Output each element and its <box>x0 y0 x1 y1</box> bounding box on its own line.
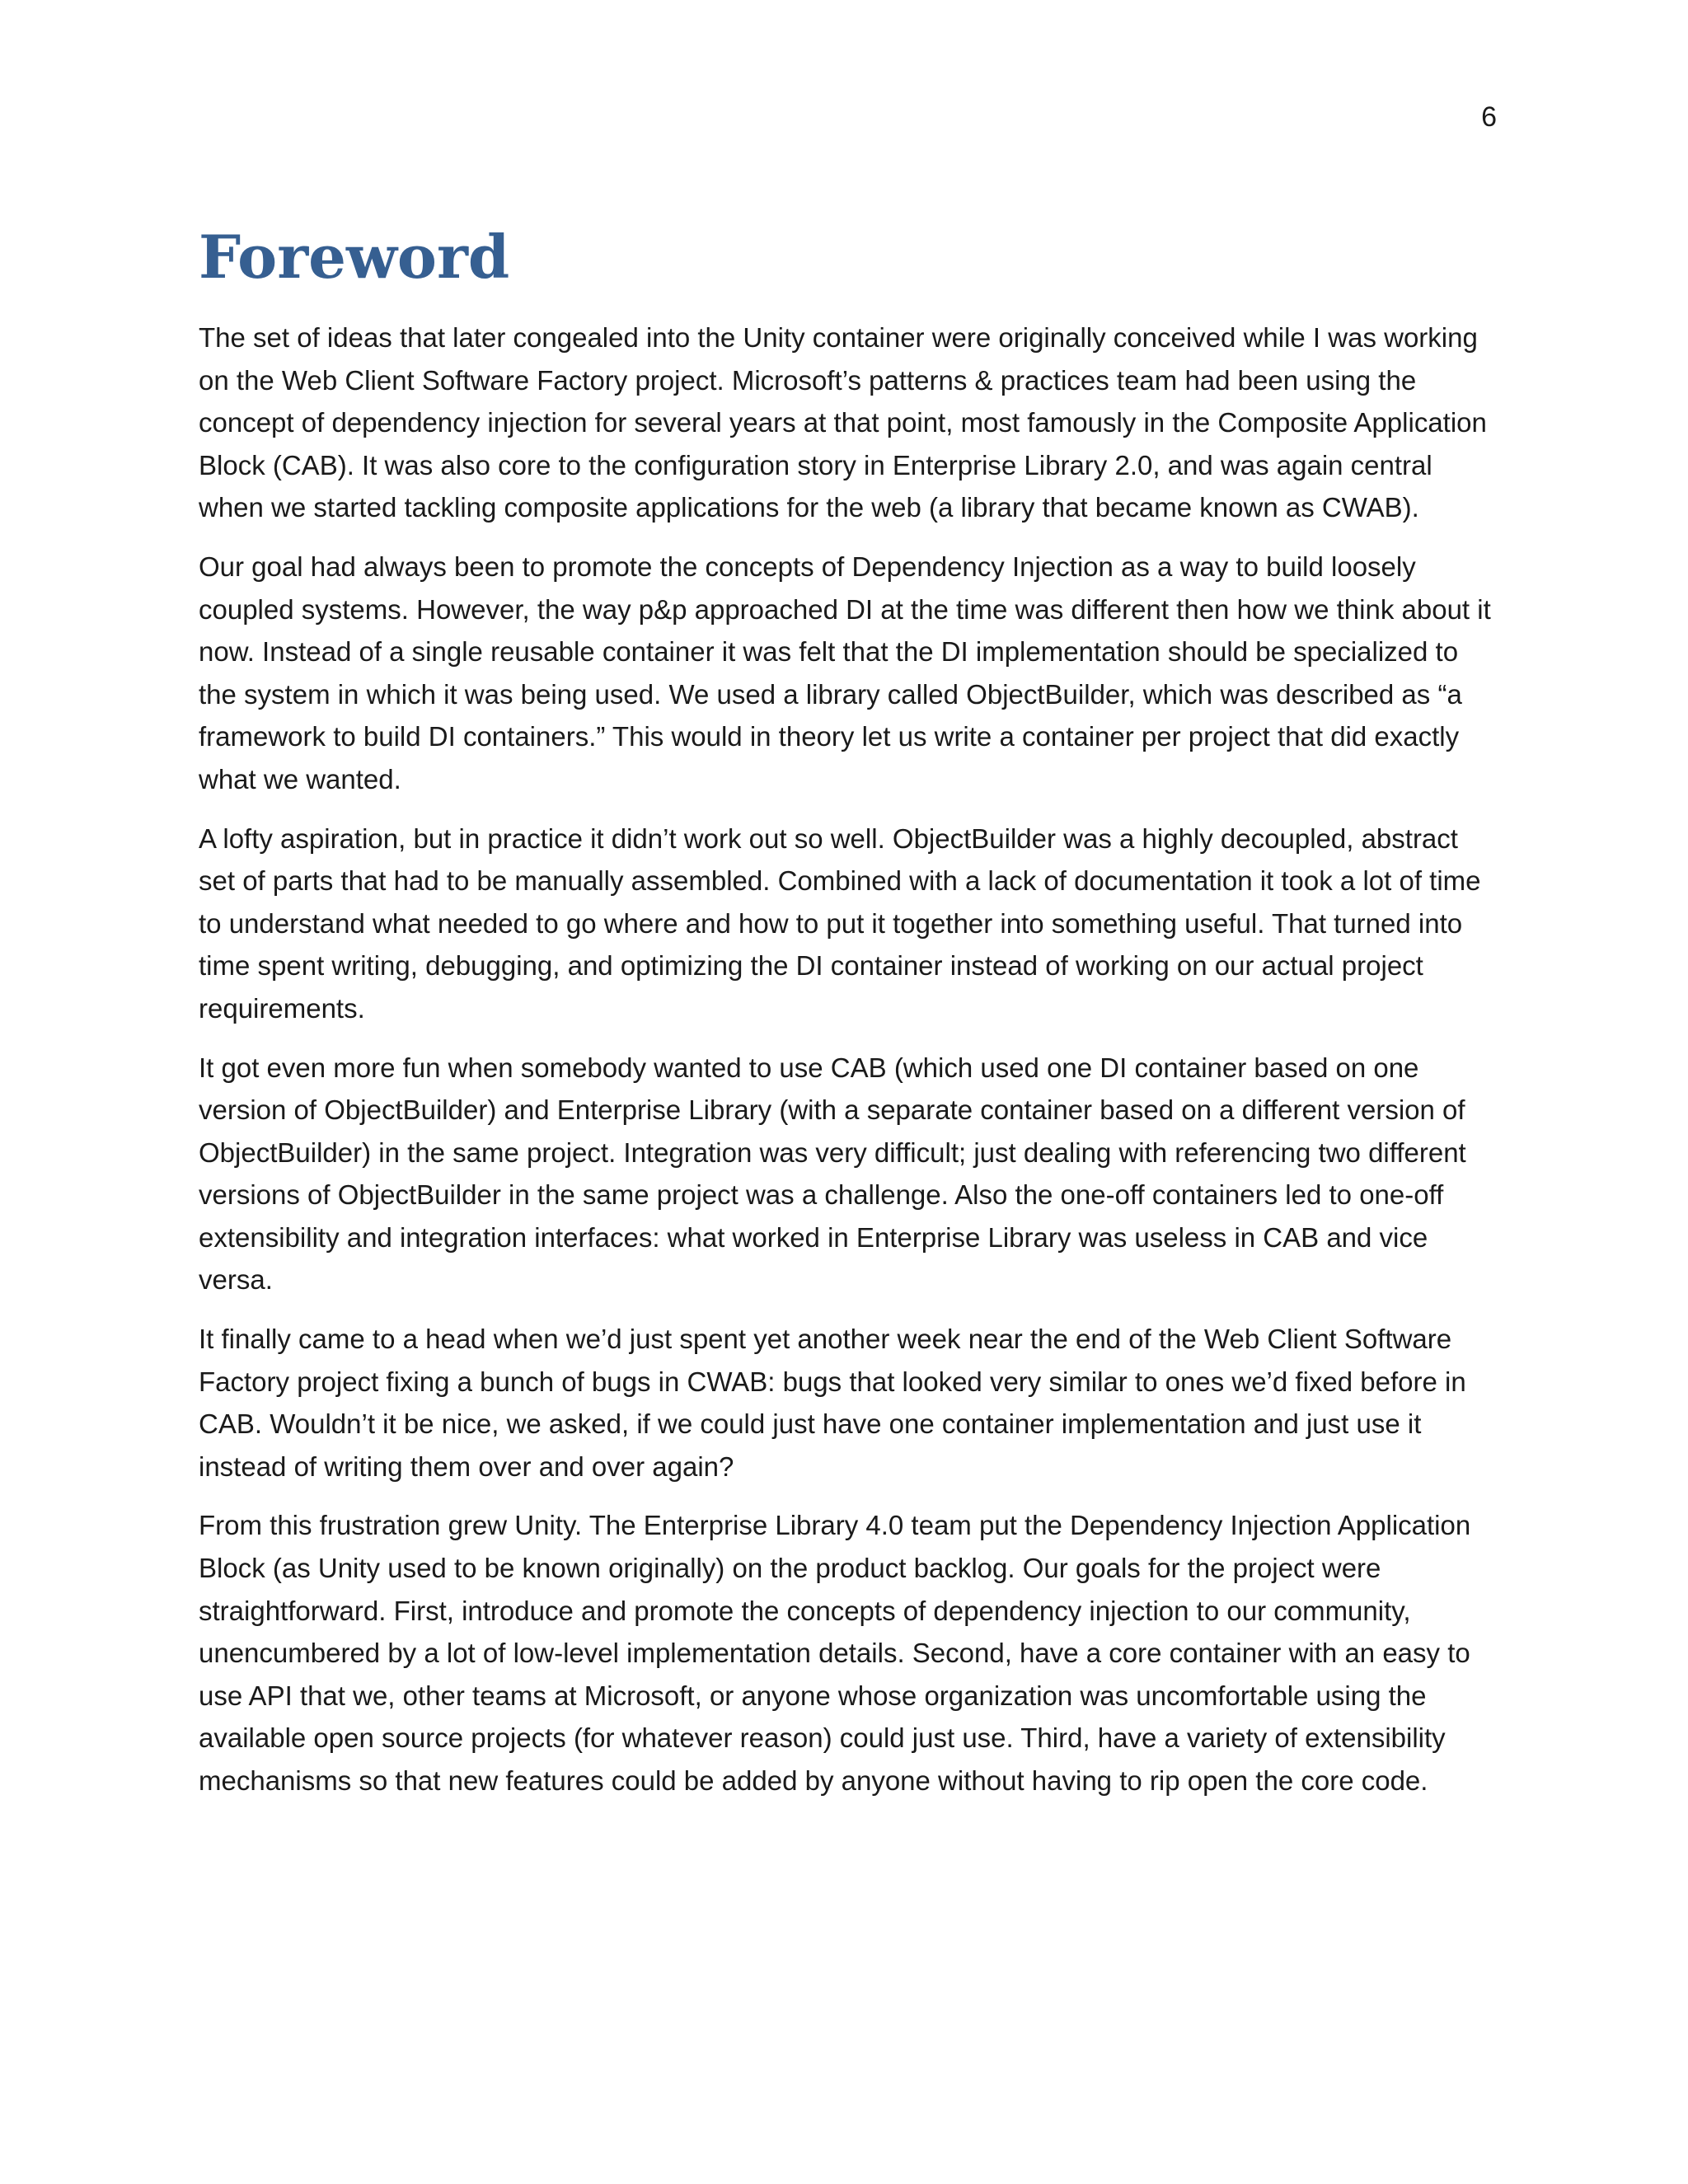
paragraph-4: It got even more fun when somebody wanted to use CAB (which used one DI container based on one version of ObjectBuilder) and Enterprise Library (with a separate container based on a different version of ObjectBuilder) in the same project. Integration was very difficult; just dealing with referencing two different versions of ObjectBuilder in the same project was a challenge. Also the one-off containers led to one-off extensibility and integration interfaces: what worked in Enterprise Library was useless in CAB and vice versa. <box>199 1052 1466 1296</box>
paragraph-1: The set of ideas that later congealed into the Unity container were originally conceived while I was working on the Web Client Software Factory project. Microsoft’s patterns & practices team had been using the concept of dependency injection for several years at that point, most famously in the Composite Application Block (CAB). It was also core to the configuration story in Enterprise Library 2.0, and was again central when we started tackling composite applications for the web (a library that became known as CWAB). <box>199 322 1487 523</box>
page-title: Foreword <box>199 222 510 292</box>
paragraph-6: From this frustration grew Unity. The Enterprise Library 4.0 team put the Dependency Injection Application Block (as Unity used to be known originally) on the product backlog. Our goals for the project were straightforward. First, introduce and promote the concepts of dependency injection to our community, unencumbered by a lot of low-level implementation details. Second, have a core container with an easy to use API that we, other teams at Microsoft, or anyone whose organization was uncomfortable using the available open source projects (for whatever reason) could just use. Third, have a variety of extensibility mechanisms so that new features could be added by anyone without having to rip open the core code. <box>199 1510 1471 1796</box>
paragraph-2: Our goal had always been to promote the concepts of Dependency Injection as a way to build loosely coupled systems. However, the way p&p approached DI at the time was different then how we think about it now. Instead of a single reusable container it was felt that the DI implementation should be specialized to the system in which it was being used. We used a library called ObjectBuilder, which was described as “a framework to build DI containers.” This would in theory let us write a container per project that did exactly what we wanted. <box>199 551 1491 794</box>
paragraph-3: A lofty aspiration, but in practice it didn’t work out so well. ObjectBuilder was a highly decoupled, abstract set of parts that had to be manually assembled. Combined with a lack of documentation it took a lot of time to understand what needed to go where and how to put it together into something useful. That turned into time spent writing, debugging, and optimizing the DI container instead of working on our actual project requirements. <box>199 823 1481 1024</box>
paragraph-5: It finally came to a head when we’d just spent yet another week near the end of the Web Client Software Factory project fixing a bunch of bugs in CWAB: bugs that looked very similar to ones we’d fixed before in CAB. Wouldn’t it be nice, we asked, if we could just have one container implementation and just use it instead of writing them over and over again? <box>199 1324 1466 1482</box>
page-number: 6 <box>1481 101 1497 133</box>
page-content <box>199 216 1501 1819</box>
